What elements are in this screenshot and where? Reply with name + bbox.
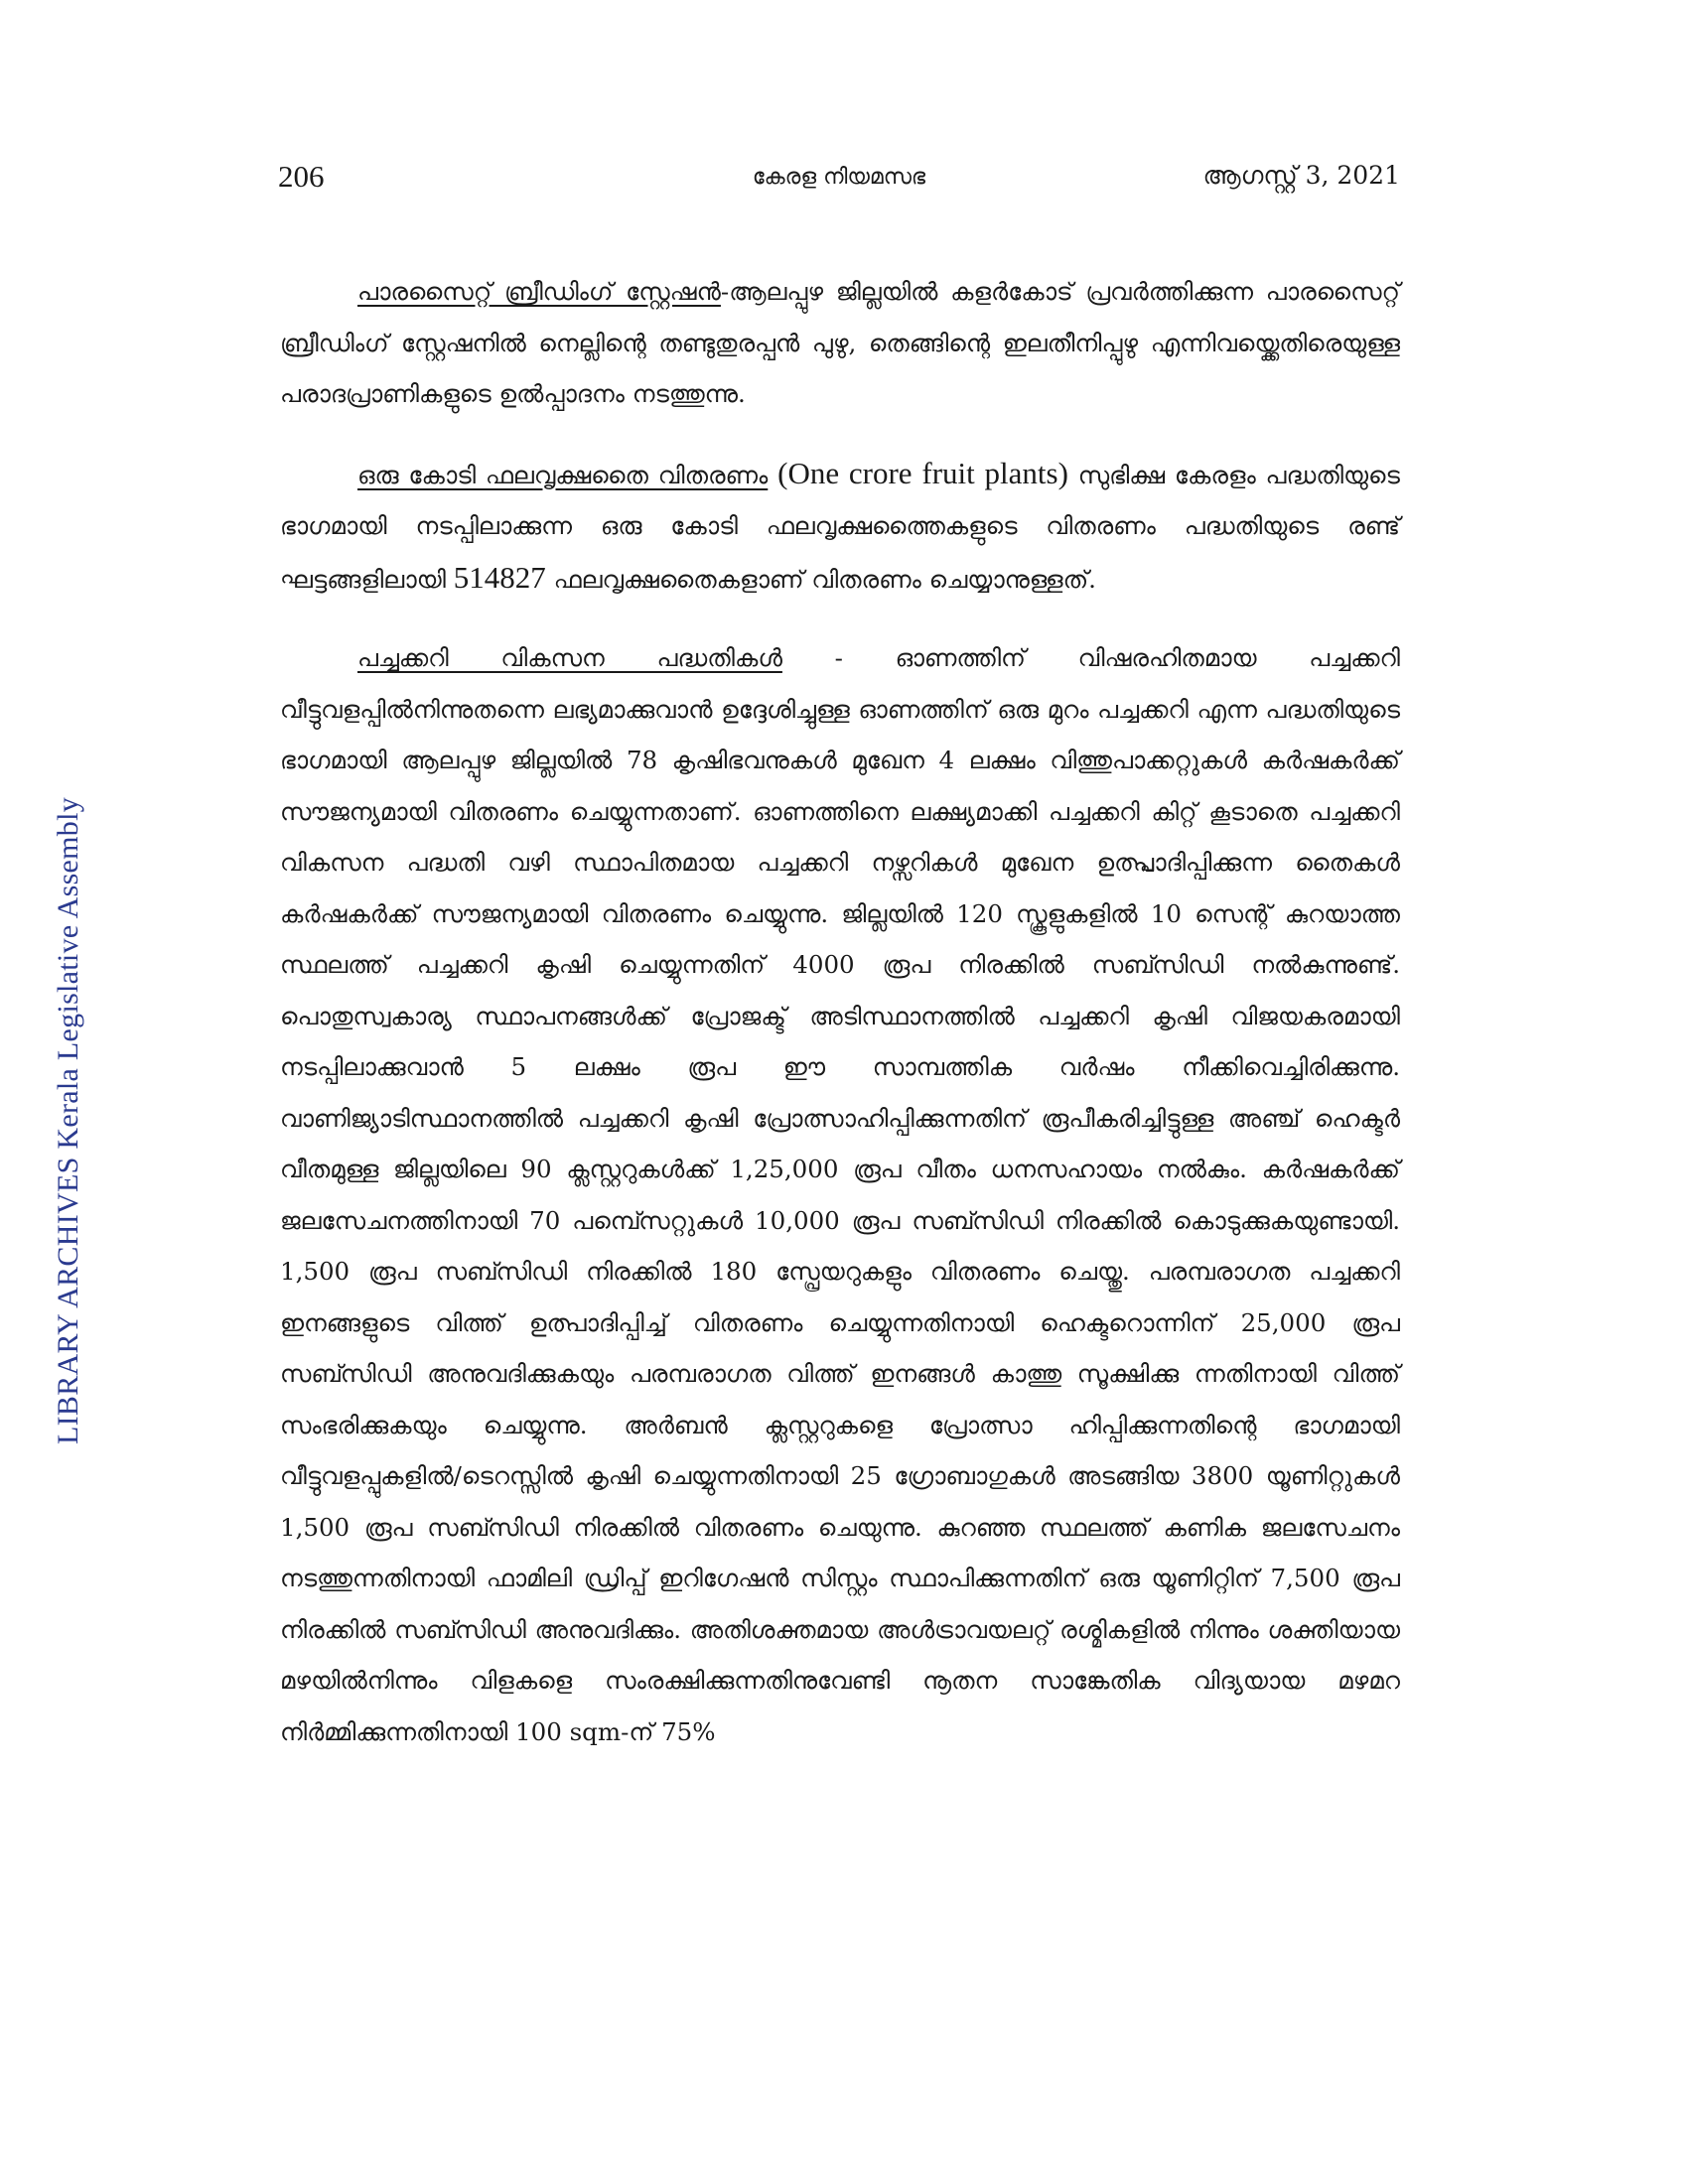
paragraph-text: - ഓണത്തിന് വിഷരഹിതമായ പച്ചക്കറി വീട്ടുവളപ്പിൽനിന്നുതന്നെ ലഭ്യമാക്കുവാൻ ഉദ്ദേശിച്ചുള്ള ഓണത്തിന് ഒരു മുറം പച്ചക്കറി എന്ന പദ്ധതിയുടെ ഭാഗമായി ആലപ്പുഴ ജില്ലയിൽ 78 കൃഷിഭവനുകൾ മുഖേന 4 ലക്ഷം വിത്തുപാക്കറ്റുകൾ കർഷകർക്ക് സൗജന്യമായി വിതരണം ചെയ്യുന്നതാണ്. ഓണത്തിനെ ലക്ഷ്യമാക്കി പച്ചക്കറി കിറ്റ് കൂടാതെ പച്ചക്കറി വികസന പദ്ധതി വഴി സ്ഥാപിതമായ പച്ചക്കറി നഴ്സറികൾ മുഖേന ഉത്പ്പാദിപ്പിക്കുന്ന തൈകൾ കർഷകർക്ക് സൗജന്യമായി വിതരണം ചെയ്യുന്നു. ജില്ലയിൽ 120 സ്കൂളുകളിൽ 10 സെന്റ് കുറയാത്ത സ്ഥലത്ത് പച്ചക്കറി കൃഷി ചെയ്യുന്നതിന് 4000 രൂപ നിരക്കിൽ സബ്സിഡി നൽകുന്നുണ്ട്. പൊതുസ്വകാര്യ സ്ഥാപനങ്ങൾക്ക് പ്രോജക്ട് അടിസ്ഥാനത്തിൽ പച്ചക്കറി കൃഷി വിജയകരമായി നടപ്പിലാക്കുവാൻ 5 ലക്ഷം രൂപ ഈ സാമ്പത്തിക വർഷം നീക്കിവെച്ചിരിക്കുന്നു. വാണിജ്യാടിസ്ഥാനത്തിൽ പച്ചക്കറി കൃഷി പ്രോത്സാഹിപ്പിക്കുന്നതിന് രൂപീകരിച്ചിട്ടുള്ള അഞ്ച് ഹെക്ടർ വീതമുള്ള ജില്ലയിലെ 90 ക്ലസ്റ്ററുകൾക്ക് 1,25,000 രൂപ വീതം ധനസഹായം നൽകും. കർഷകർക്ക് ജലസേചനത്തിനായി 70 പമ്പ്സെറ്റുകൾ 10,000 രൂപ സബ്സിഡി നിരക്കിൽ കൊടുക്കുകയുണ്ടായി. 1,500 രൂപ സബ്സിഡി നിരക്കിൽ 180 സ്പ്രേയറുകളും വിതരണം ചെയ്തു. പരമ്പരാഗത പച്ചക്കറി ഇനങ്ങളുടെ വിത്ത് ഉത്പാദിപ്പിച്ച് വിതരണം ചെയ്യുന്നതിനായി ഹെക്ടറൊന്നിന് 25,000 രൂപ സബ്സിഡി അനുവദിക്കുകയും പരമ്പരാഗത വിത്ത് ഇനങ്ങൾ കാത്തു സൂക്ഷിക്കു ന്നതിനായി വിത്ത് സംഭരിക്കുകയും ചെയ്യുന്നു. അർബൻ ക്ലസ്റ്ററുകളെ പ്രോത്സാ ഹിപ്പിക്കുന്നതിന്റെ ഭാഗമായി വീട്ടുവളപ്പുകളിൽ/ടെറസ്സിൽ കൃഷി ചെയ്യുന്നതിനായി 25 ഗ്രോബാഗുകൾ അടങ്ങിയ 3800 യൂണിറ്റുകൾ 1,500 രൂപ സബ്സിഡി നിരക്കിൽ വിതരണം ചെയുന്നു. കുറഞ്ഞ സ്ഥലത്ത് കണിക ജലസേചനം നടത്തുന്നതിനായി ഫാമിലി ഡ്രിപ്പ് ഇറിഗേഷൻ സിസ്റ്റം സ്ഥാപിക്കുന്നതിന് ഒരു യൂണിറ്റിന് 7,500 രൂപ നിരക്കിൽ സബ്സിഡി അനുവദിക്കും. അതിശക്തമായ അൾട്രാവയലറ്റ് രശ്മികളിൽ നിന്നും ശക്തിയായ മഴയിൽനിന്നും വിളകളെ സംരക്ഷിക്കുന്നതിനുവേണ്ടി നൂതന സാങ്കേതിക വിദ്യയായ മഴമറ നിർമ്മിക്കുന്നതിനായി 100 sqm-ന് 75% xyxy=(280,643,1400,1746)
paragraph-fruit-plants xyxy=(280,448,1400,606)
paragraph-text: -ആലപ്പുഴ ജില്ലയിൽ കളർകോട് പ്രവർത്തിക്കുന്ന പാരസൈറ്റ് ബ്രീഡിംഗ് സ്റ്റേഷനിൽ നെല്ലിന്റെ തണ്ടുതുരപ്പൻ പുഴു, തെങ്ങിന്റെ ഇലതീനിപ്പുഴു എന്നിവയ്ക്കെതിരെയുള്ള പരാദപ്രാണികളുടെ ഉൽപ്പാദനം നടത്തുന്നു. xyxy=(280,277,1401,408)
plant-count: 514827 xyxy=(453,559,546,595)
paragraph-heading: പച്ചക്കറി വികസന പദ്ധതികൾ xyxy=(357,643,782,672)
running-title: കേരള നിയമസഭ xyxy=(752,165,926,190)
archive-watermark: LIBRARY ARCHIVES Kerala Legislative Assembly xyxy=(52,796,84,1444)
paragraph-vegetable-development xyxy=(280,632,1400,1757)
paragraph-text-end: ഫലവൃക്ഷതൈകളാണ് വിതരണം ചെയ്യാനുള്ളത്. xyxy=(553,564,1096,594)
document-body xyxy=(280,266,1400,1785)
page-number: 206 xyxy=(278,159,325,194)
paragraph-parasite-breeding xyxy=(280,266,1400,420)
header-date: ആഗസ്റ്റ് 3, 2021 xyxy=(1202,161,1400,190)
page-header xyxy=(278,159,1400,199)
paragraph-heading: പാരസൈറ്റ് ബ്രീഡിംഗ് സ്റ്റേഷൻ xyxy=(357,277,721,306)
paragraph-text: സുഭിക്ഷ കേരളം പദ്ധതിയുടെ ഭാഗമായി നടപ്പിലാക്കുന്ന ഒരു കോടി ഫലവൃക്ഷത്തൈകളുടെ വിതരണം പദ്ധതിയുടെ രണ്ട് ഘട്ടങ്ങളിലായി xyxy=(280,460,1400,594)
latin-gloss: (One crore fruit plants) xyxy=(777,455,1068,490)
paragraph-heading: ഒരു കോടി ഫലവൃക്ഷതൈ വിതരണം xyxy=(357,460,769,489)
